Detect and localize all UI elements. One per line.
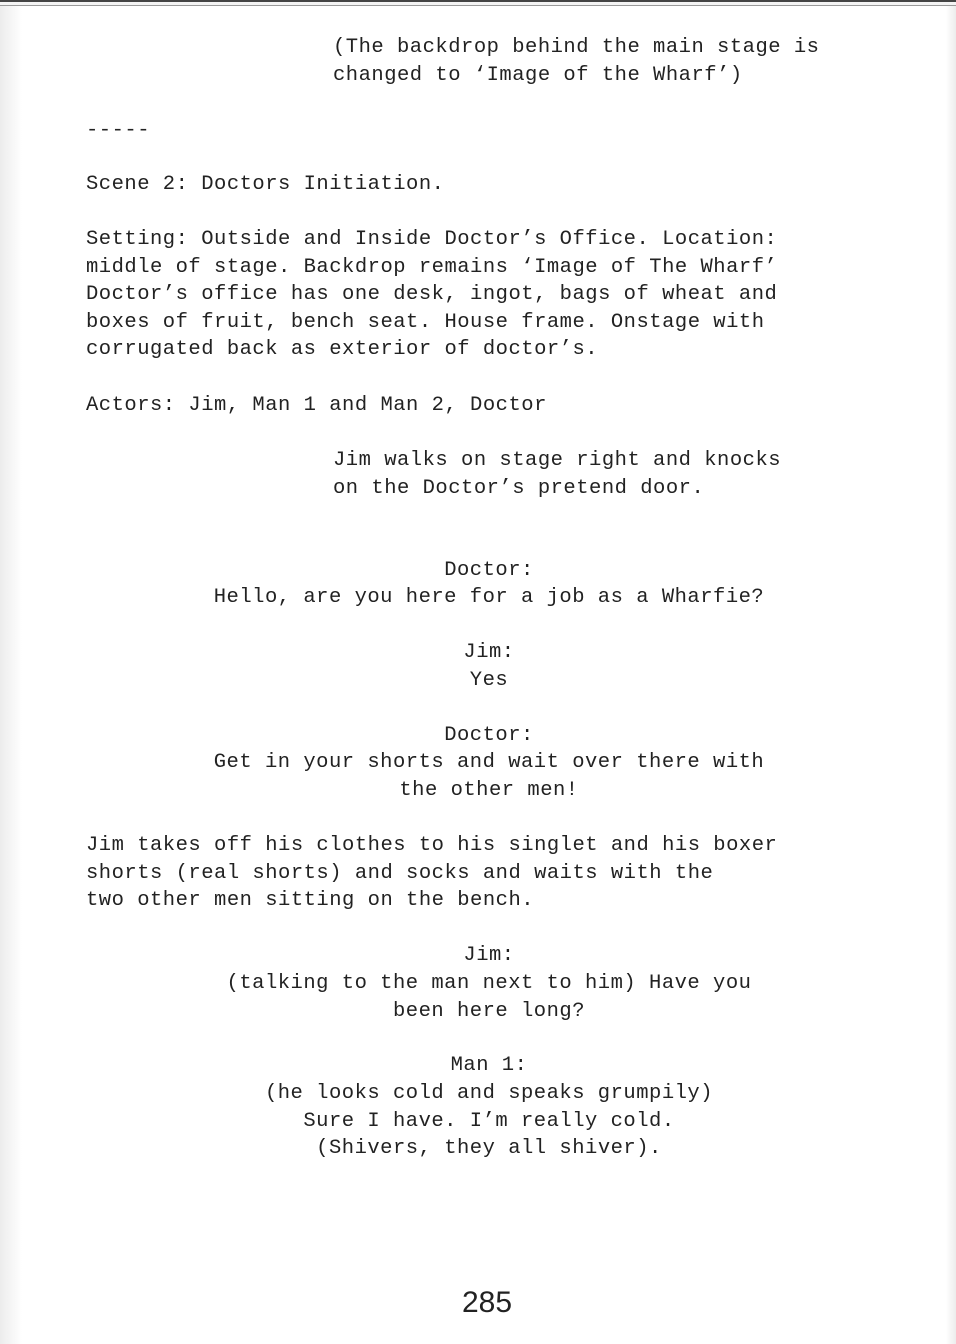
dialogue-line: Yes xyxy=(469,669,509,692)
dialogue-speaker: Jim: xyxy=(463,641,515,664)
stage-direction-backdrop: (The backdrop behind the main stage is changed to ‘Image of the Wharf’) xyxy=(333,36,820,87)
dialogue-line: (he looks cold and speaks grumpily) Sure I have. I’m really cold. (Shivers, they all shiver). xyxy=(264,1082,714,1160)
dialogue-line: (talking to the man next to him) Have you been here long? xyxy=(226,972,752,1023)
dialogue-speaker: Doctor: xyxy=(444,724,534,747)
dialogue-line: Get in your shorts and wait over there with the other men! xyxy=(213,751,765,802)
actors-list: Actors: Jim, Man 1 and Man 2, Doctor xyxy=(86,394,547,417)
dialogue-speaker: Man 1: xyxy=(450,1054,528,1077)
top-border xyxy=(0,0,956,6)
dialogue-speaker: Jim: xyxy=(463,944,515,967)
stage-direction-jim-walks: Jim walks on stage right and knocks on the Doctor’s pretend door. xyxy=(333,449,782,500)
dialogue-speaker: Doctor: xyxy=(444,559,534,582)
action-description: Jim takes off his clothes to his singlet and his boxer shorts (real shorts) and socks and waits with the two other men sitting on the bench. xyxy=(86,834,778,912)
scene-heading: Scene 2: Doctors Initiation. xyxy=(86,173,445,196)
setting-description: Setting: Outside and Inside Doctor’s Office. Location: middle of stage. Backdrop remains ‘Image of The Wharf’ Doctor’s office has one desk, ingot, bags of wheat and boxes of fruit, bench seat. House frame. Onstage with corrugated back as exterior of doctor’s. xyxy=(86,228,778,361)
page-number: 285 xyxy=(461,1286,513,1319)
dialogue-line: Hello, are you here for a job as a Wharfie? xyxy=(213,586,765,609)
scene-separator: ----- xyxy=(86,119,151,142)
